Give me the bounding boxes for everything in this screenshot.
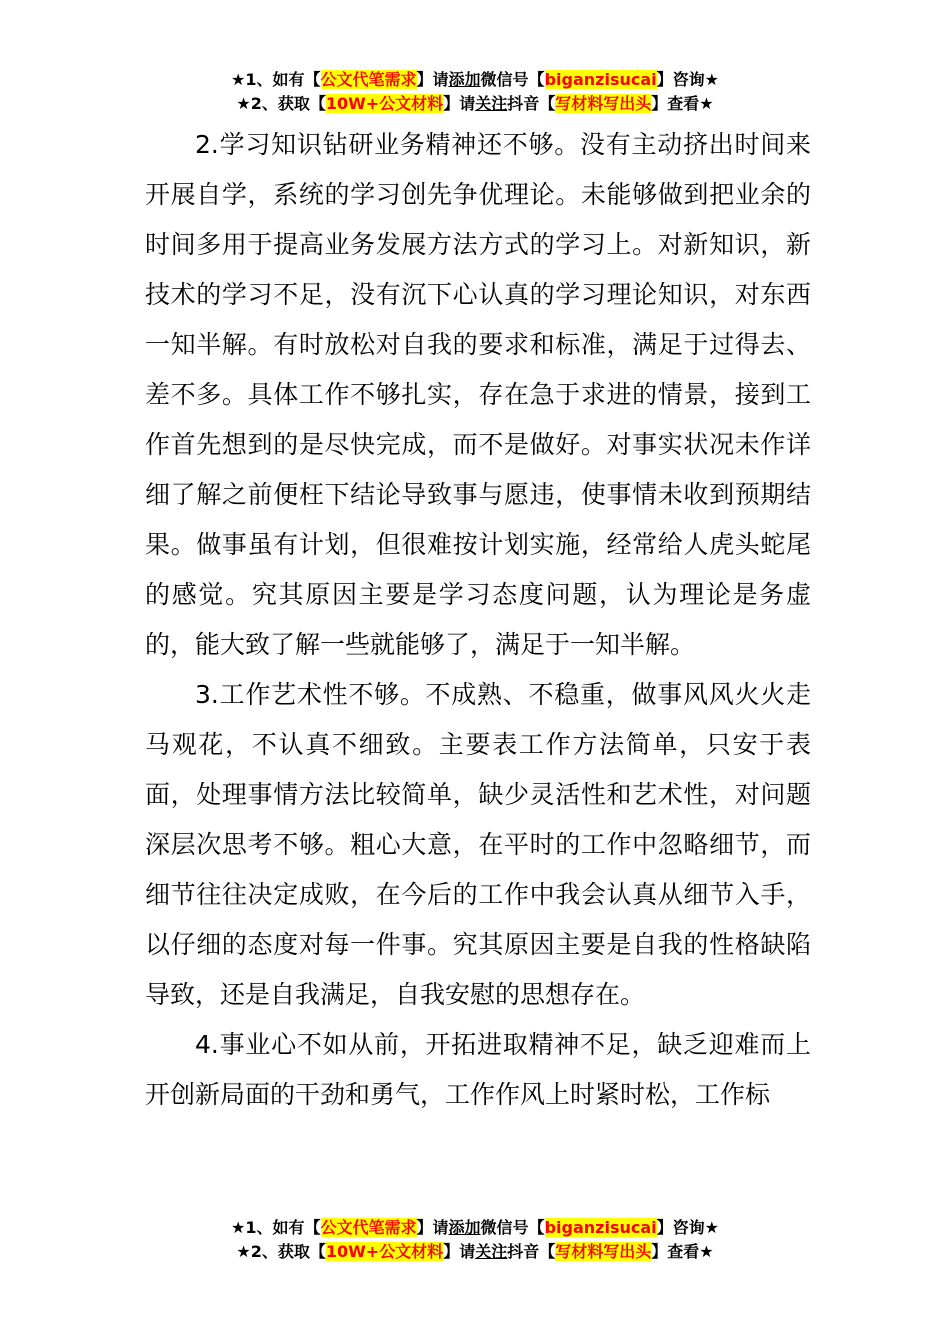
- highlight-douyin: 写材料写出头: [555, 1242, 652, 1261]
- banner-line-1: ★1、如有【公文代笔需求】请添加微信号【biganzisucai】咨询★: [231, 1218, 719, 1237]
- banner-line-1: ★1、如有【公文代笔需求】请添加微信号【biganzisucai】咨询★: [231, 70, 719, 89]
- highlight-douyin: 写材料写出头: [555, 94, 652, 113]
- banner-line-2: ★2、获取【10W+公文材料】请关注抖音【写材料写出头】查看★: [236, 1242, 714, 1261]
- footer-banner: [0, 1216, 950, 1264]
- highlight-materials: 10W+公文材料: [325, 1242, 444, 1261]
- banner-line-2: ★2、获取【10W+公文材料】请关注抖音【写材料写出头】查看★: [236, 94, 714, 113]
- paragraph: 3.工作艺术性不够。不成熟、不稳重，做事风风火火走马观花，不认真不细致。主要表工作方法简单，只安于表面，处理事情方法比较简单，缺少灵活性和艺术性，对问题深层次思考不够。粗心大意，在平时的工作中忽略细节，而细节往往决定成败，在今后的工作中我会认真从细节入手，以仔细的态度对每一件事。究其原因主要是自我的性格缺陷导致，还是自我满足，自我安慰的思想存在。: [145, 680, 811, 1009]
- highlight-materials: 10W+公文材料: [325, 94, 444, 113]
- paragraph: 4.事业心不如从前，开拓进取精神不足，缺乏迎难而上开创新局面的干劲和勇气，工作作风上时紧时松，工作标: [145, 1030, 811, 1109]
- header-banner: [0, 68, 950, 116]
- highlight-service: 公文代笔需求: [320, 70, 417, 89]
- highlight-wechat-id: biganzisucai: [544, 1218, 657, 1237]
- paragraph: 2.学习知识钻研业务精神还不够。没有主动挤出时间来开展自学，系统的学习创先争优理论。未能够做到把业余的时间多用于提高业务发展方法方式的学习上。对新知识，新技术的学习不足，没有沉下心认真的学习理论知识，对东西一知半解。有时放松对自我的要求和标准，满足于过得去、差不多。具体工作不够扎实，存在急于求进的情景，接到工作首先想到的是尽快完成，而不是做好。对事实状况未作详细了解之前便枉下结论导致事与愿违，使事情未收到预期结果。做事虽有计划，但很难按计划实施，经常给人虎头蛇尾的感觉。究其原因主要是学习态度问题，认为理论是务虚的，能大致了解一些就能够了，满足于一知半解。: [145, 130, 811, 659]
- highlight-wechat-id: biganzisucai: [544, 70, 657, 89]
- document-body: [145, 120, 811, 1120]
- highlight-service: 公文代笔需求: [320, 1218, 417, 1237]
